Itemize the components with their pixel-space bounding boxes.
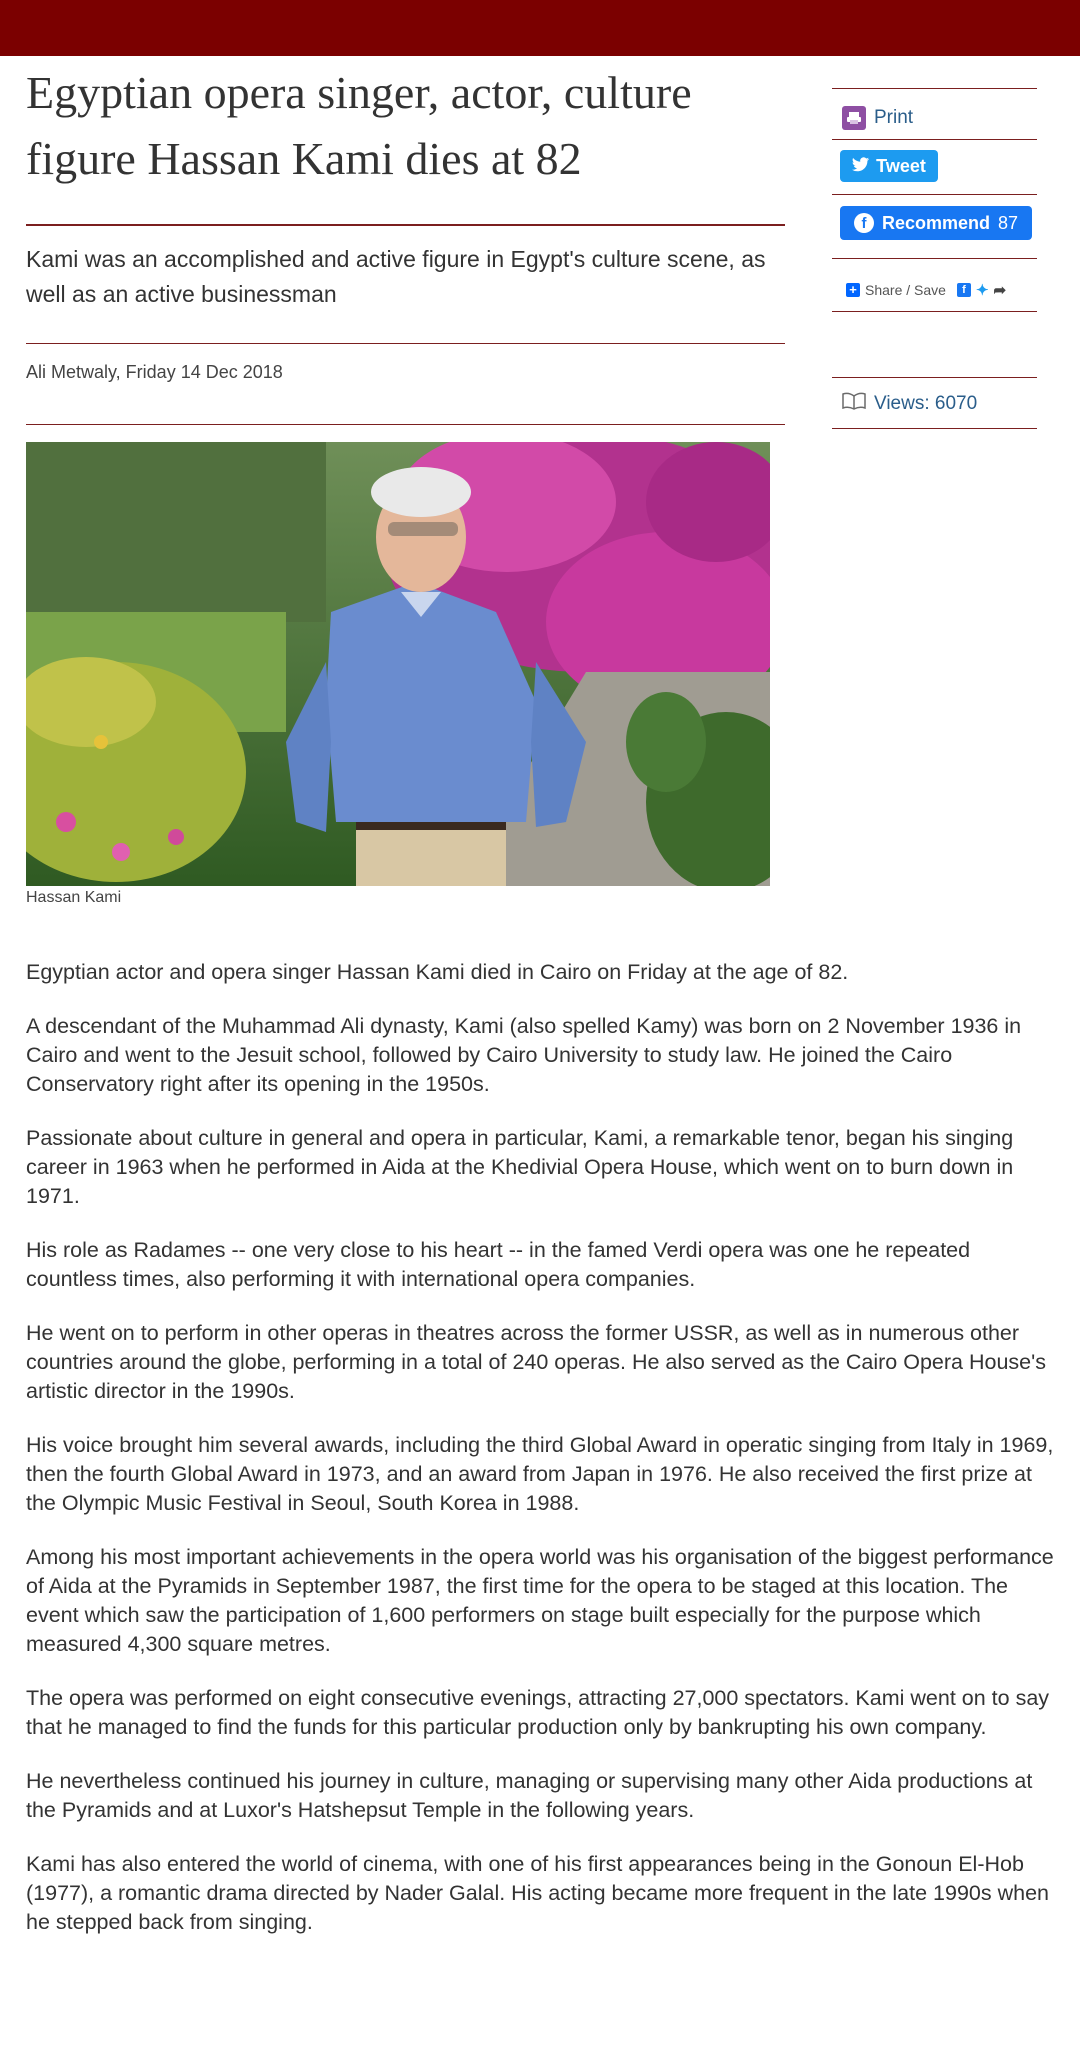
sidebar-divider — [832, 88, 1037, 89]
facebook-share-icon[interactable]: f — [957, 283, 971, 297]
article-subheadline: Kami was an accomplished and active figure in Egypt's culture scene, as well as an active businessman — [26, 246, 766, 307]
print-label: Print — [874, 107, 914, 128]
tweet-button[interactable] — [840, 150, 938, 182]
share-save-label: Share / Save — [865, 282, 946, 298]
twitter-share-icon[interactable]: ✦ — [975, 282, 989, 299]
sidebar-divider — [832, 377, 1037, 378]
recommend-count: 87 — [998, 212, 1019, 233]
article-photo — [26, 442, 770, 886]
tweet-label: Tweet — [876, 155, 926, 176]
sidebar-divider — [832, 194, 1037, 195]
views-counter — [842, 392, 977, 416]
article-paragraph: His voice brought him several awards, including the third Global Award in operatic singing from Italy in 1969, then the fourth Global Award in 1973, and an award from Japan in 1976. He also received the first prize at the Olympic Music Festival in Seoul, South Korea in 1988. — [26, 1433, 1054, 1515]
book-icon — [842, 392, 866, 416]
sidebar-divider — [832, 139, 1037, 140]
article-byline: Ali Metwaly, Friday 14 Dec 2018 — [26, 362, 283, 382]
article-paragraph: He nevertheless continued his journey in culture, managing or supervising many other Aida productions at the Pyramids and at Luxor's Hatshepsut Temple in the following years. — [26, 1769, 1033, 1822]
article-body — [26, 958, 1056, 1962]
sidebar-divider — [832, 258, 1037, 259]
byline-divider — [26, 424, 785, 425]
article-paragraph: He went on to perform in other operas in theatres across the former USSR, as well as in numerous other countries around the globe, performing in a total of 240 operas. He also served as the Cairo Opera House's artistic director in the 1990s. — [26, 1321, 1046, 1403]
views-label: Views: 6070 — [874, 393, 978, 414]
article-paragraph: Kami has also entered the world of cinema, with one of his first appearances being in the Gonoun El-Hob (1977), a romantic drama directed by Nader Galal. His acting became more frequent in the late 1990s when he stepped back from singing. — [26, 1852, 1049, 1934]
article-paragraph: The opera was performed on eight consecutive evenings, attracting 27,000 spectators. Kami went on to say that he managed to find the funds for this particular production only by bankrupting his own company. — [26, 1686, 1050, 1739]
print-link[interactable] — [842, 105, 913, 131]
recommend-label: Recommend — [881, 212, 990, 233]
headline-divider — [26, 224, 785, 226]
forward-share-icon[interactable]: ➦ — [993, 282, 1007, 299]
share-save-widget[interactable] — [846, 280, 1006, 300]
print-icon — [842, 106, 866, 130]
subhead-divider — [26, 343, 785, 344]
photo-caption: Hassan Kami — [26, 889, 122, 906]
article-paragraph: Passionate about culture in general and opera in particular, Kami, a remarkable tenor, began his singing career in 1963 when he performed in Aida at the Khedivial Opera House, which went on to burn down in 1971. — [26, 1126, 1014, 1208]
article-paragraph: His role as Radames -- one very close to his heart -- in the famed Verdi opera was one he repeated countless times, also performing it with international opera companies. — [26, 1238, 971, 1291]
facebook-recommend-button[interactable] — [840, 206, 1032, 240]
article-headline: Egyptian opera singer, actor, culture figure Hassan Kami dies at 82 — [26, 67, 692, 184]
sidebar-divider — [832, 311, 1037, 312]
article-paragraph: Among his most important achievements in the opera world was his organisation of the biggest performance of Aida at the Pyramids in September 1987, the first time for the opera to be staged at this location. The event which saw the participation of 1,600 performers on stage built especially for the purpose which measured 4,300 square metres. — [26, 1545, 1054, 1656]
site-header-bar — [0, 0, 1080, 56]
facebook-icon: f — [854, 213, 874, 233]
article-paragraph: A descendant of the Muhammad Ali dynasty, Kami (also spelled Kamy) was born on 2 November 1936 in Cairo and went to the Jesuit school, followed by Cairo University to study law. He joined the Cairo Conservatory right after its opening in the 1950s. — [26, 1014, 1022, 1096]
twitter-bird-icon — [852, 156, 870, 177]
sidebar-divider — [832, 428, 1037, 429]
addtoany-plus-icon: + — [846, 283, 860, 297]
article-paragraph: Egyptian actor and opera singer Hassan Kami died in Cairo on Friday at the age of 82. — [26, 960, 849, 984]
